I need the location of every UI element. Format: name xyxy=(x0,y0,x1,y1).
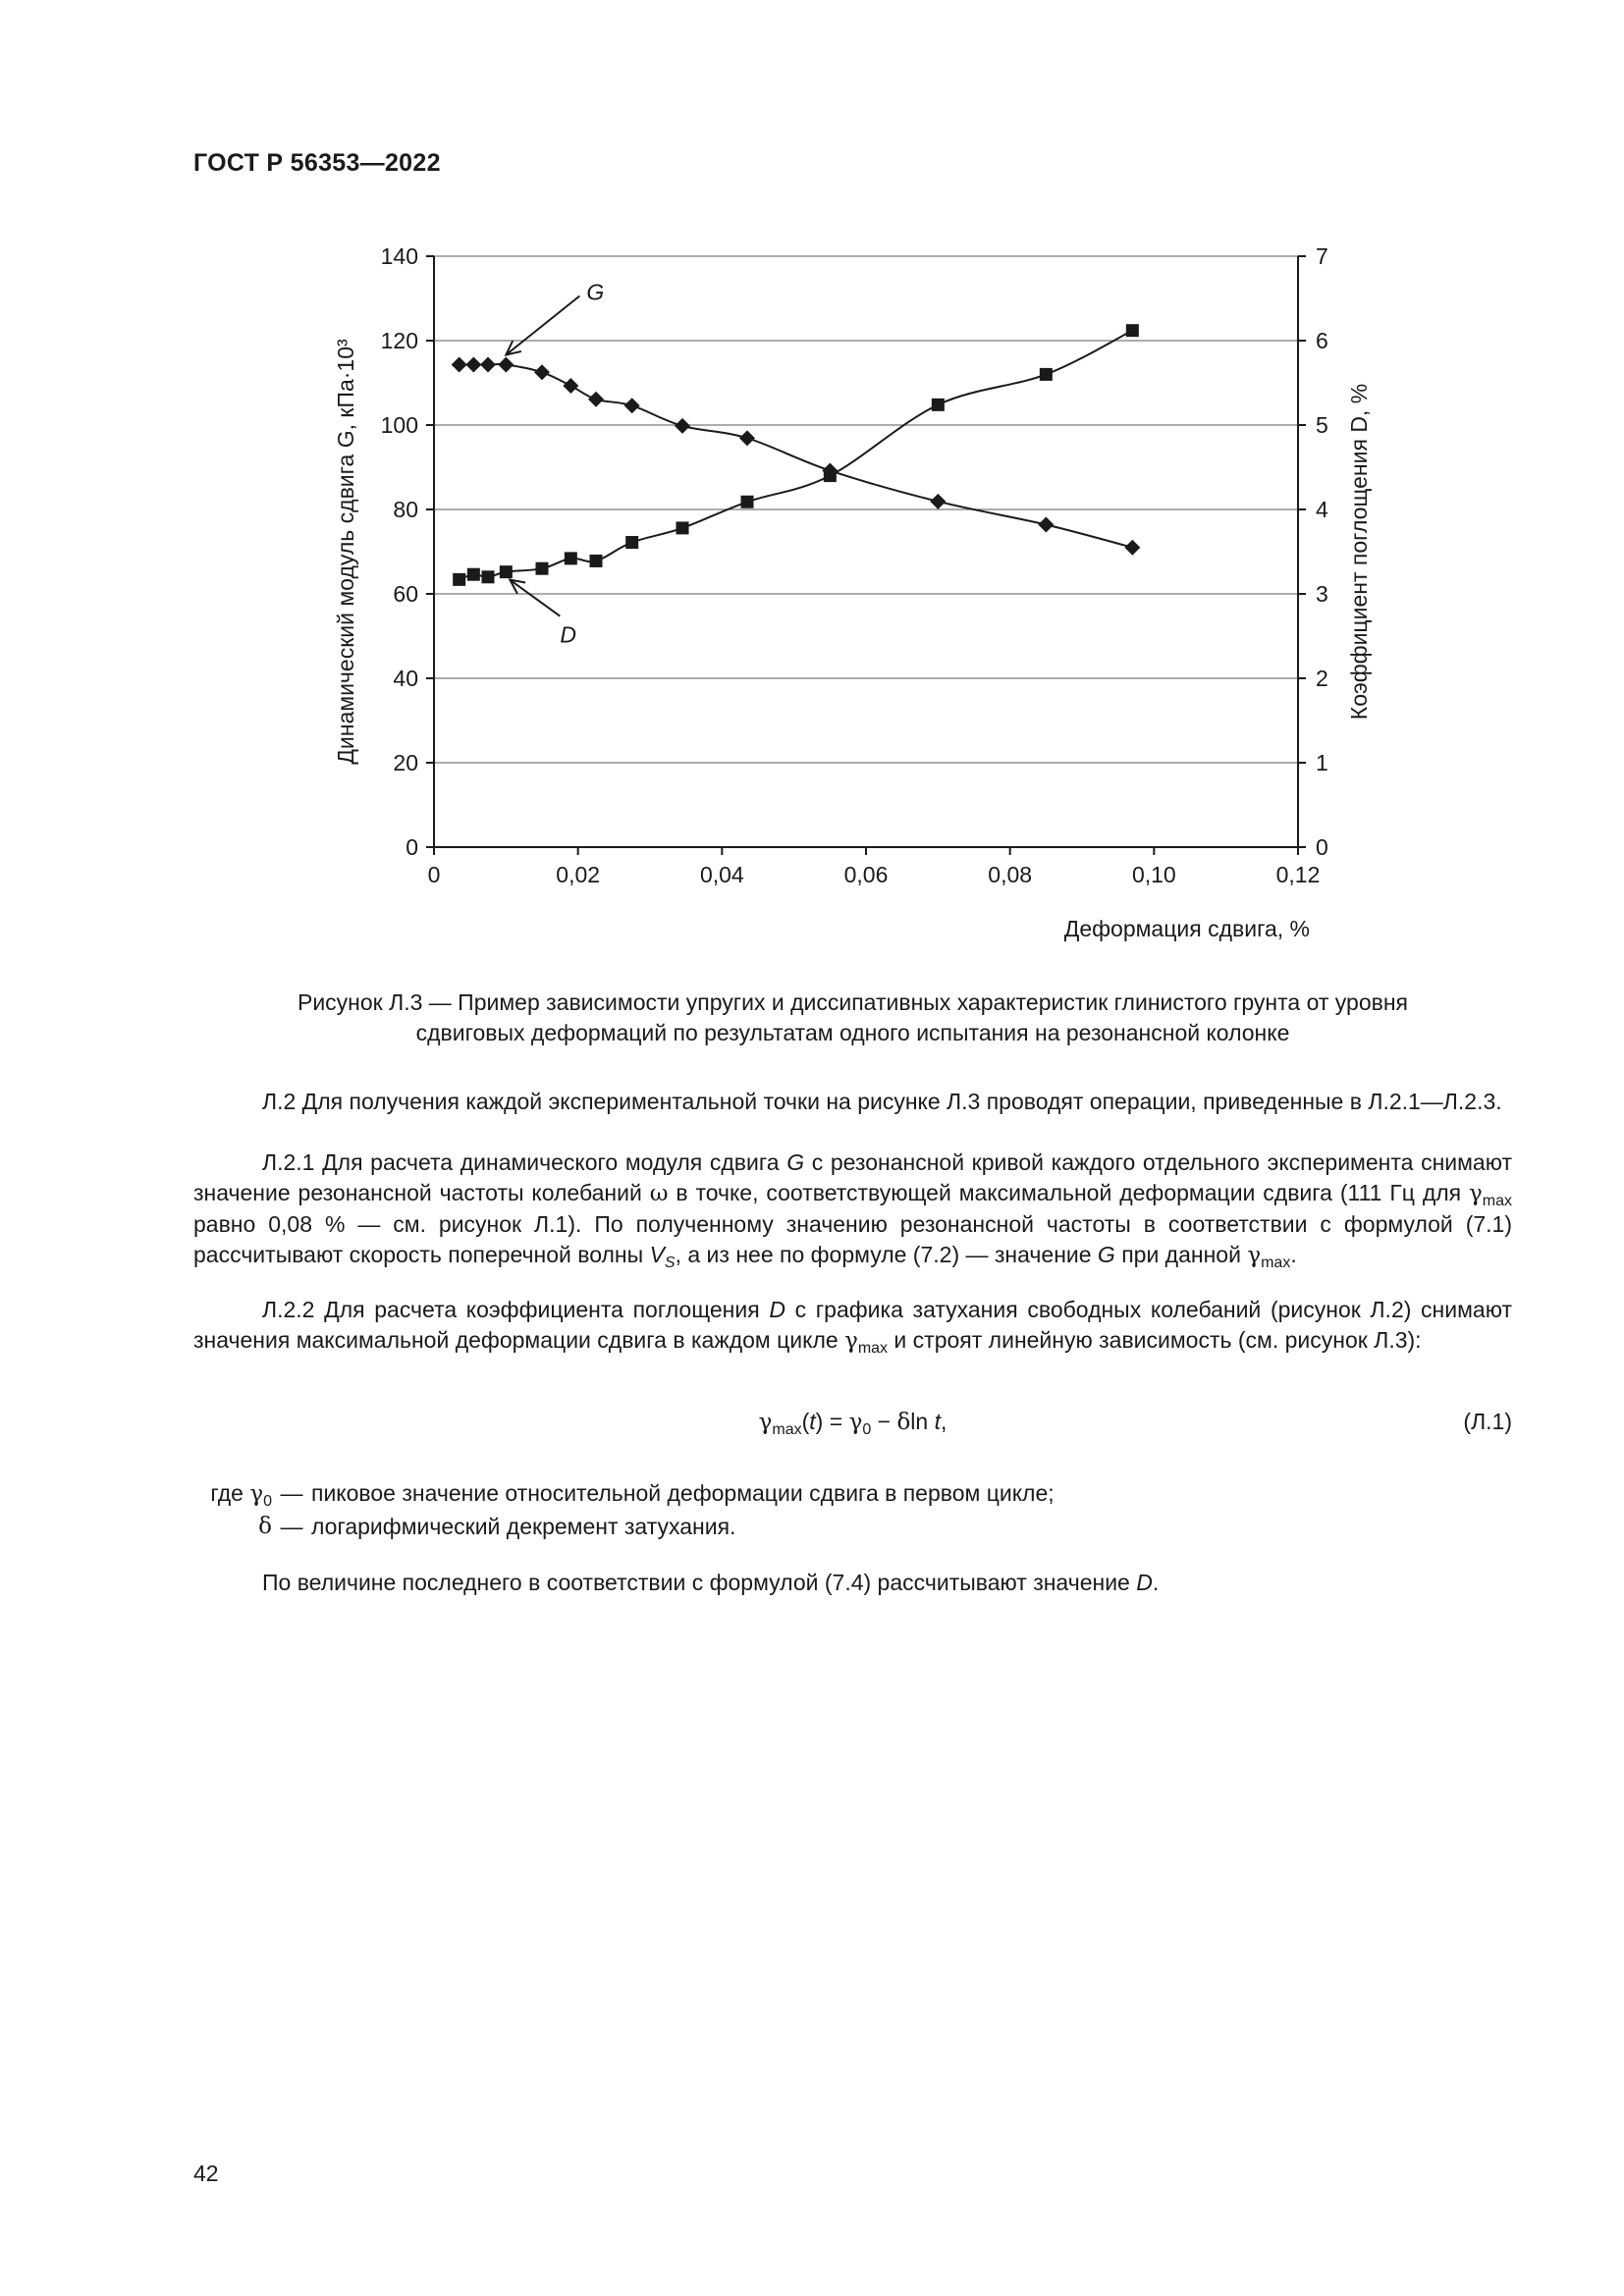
document-header: ГОСТ Р 56353—2022 xyxy=(193,149,441,177)
data-point-G xyxy=(1124,540,1140,556)
text-run: и строят линейную зависимость (см. рисунок Л.3): xyxy=(888,1327,1422,1353)
data-point-D xyxy=(1126,324,1139,337)
paragraph-l2-1 xyxy=(193,1148,1512,1271)
data-point-D xyxy=(500,565,513,578)
x-tick-label: 0,10 xyxy=(1131,862,1176,887)
annotation-label-G: G xyxy=(586,279,605,305)
data-point-D xyxy=(467,568,480,581)
where-word: где xyxy=(210,1480,244,1506)
formula-minus: − xyxy=(871,1409,897,1434)
data-point-D xyxy=(565,552,577,564)
symbol-D: D xyxy=(769,1297,785,1322)
y-right-tick-label: 7 xyxy=(1316,243,1328,269)
y-right-tick-label: 2 xyxy=(1316,666,1328,691)
y-right-tick-label: 1 xyxy=(1316,750,1328,775)
data-point-G xyxy=(624,398,640,413)
text-run: По величине последнего в соответствии с формулой (7.4) рассчитывают значение xyxy=(262,1570,1137,1595)
data-point-D xyxy=(1040,368,1053,381)
series-line-G xyxy=(460,364,1133,548)
subscript-max: max xyxy=(1482,1193,1513,1209)
y-left-tick-label: 0 xyxy=(406,834,418,860)
data-point-D xyxy=(590,555,603,567)
data-point-G xyxy=(465,357,481,373)
x-tick-label: 0,12 xyxy=(1275,862,1321,887)
x-tick-label: 0 xyxy=(427,862,441,887)
text-run: с графика затухания свободных колебаний (рисунок Л.2) снимают значения максимальной деформации сдвига в каждом цикле xyxy=(193,1297,1512,1353)
series-D xyxy=(453,324,1139,586)
paragraph-text xyxy=(193,1295,1512,1357)
data-point-D xyxy=(824,469,837,482)
subscript-max: max xyxy=(857,1340,889,1357)
data-point-G xyxy=(930,494,946,509)
y-left-axis-label: Динамический модуль сдвига G, кПа·10³ xyxy=(333,339,358,765)
subscript-0: 0 xyxy=(862,1421,872,1438)
y-right-tick-label: 6 xyxy=(1316,328,1328,353)
symbol-V: V xyxy=(649,1242,665,1267)
y-right-axis-label: Коэффициент поглощения D, % xyxy=(1346,383,1372,721)
symbol-delta: δ xyxy=(258,1514,272,1539)
paragraph-l2-2 xyxy=(193,1295,1512,1357)
chart-figure xyxy=(314,231,1372,957)
x-axis-label: Деформация сдвига, % xyxy=(1063,916,1310,941)
data-point-D xyxy=(482,570,495,583)
final-paragraph xyxy=(262,1568,1159,1598)
figure-caption xyxy=(193,988,1512,1048)
symbol-gamma: γ xyxy=(848,1410,863,1435)
symbol-gamma: γ xyxy=(1469,1181,1483,1206)
x-tick-label: 0,04 xyxy=(699,862,744,887)
symbol-gamma: γ xyxy=(844,1328,858,1354)
y-right-tick-label: 5 xyxy=(1316,412,1328,438)
paragraph-text xyxy=(193,1148,1512,1271)
where-block xyxy=(193,1477,1055,1543)
data-point-D xyxy=(453,573,465,586)
data-point-G xyxy=(498,357,514,373)
where-desc: логарифмический декремент затухания. xyxy=(311,1514,736,1539)
symbol-G: G xyxy=(786,1149,805,1175)
symbol-G: G xyxy=(1097,1242,1115,1267)
x-tick-label: 0,02 xyxy=(556,862,601,887)
data-point-G xyxy=(534,364,550,380)
grid-lines xyxy=(434,256,1298,763)
text-run: с резонансной кривой каждого отдельного эксперимента снимают значение резонансной частоты колебаний xyxy=(193,1149,1512,1205)
x-tick-label: 0,08 xyxy=(988,862,1033,887)
where-dash: — xyxy=(280,1514,303,1539)
symbol-gamma: γ xyxy=(1247,1243,1262,1268)
y-left-tick-label: 80 xyxy=(393,497,418,522)
symbol-t: t xyxy=(934,1409,941,1434)
subscript-max: max xyxy=(772,1421,802,1438)
data-point-G xyxy=(1038,516,1054,532)
formula-expression xyxy=(193,1407,1512,1438)
y-right-tick-label: 4 xyxy=(1316,497,1328,522)
formula-paren: ) xyxy=(815,1409,824,1434)
text-run: , а из нее по формуле (7.2) — значение xyxy=(675,1242,1098,1267)
data-point-D xyxy=(536,562,549,575)
y-right-tick-label: 0 xyxy=(1316,834,1328,860)
annotation-label-D: D xyxy=(560,621,576,648)
where-lead xyxy=(193,1477,272,1511)
annotation-arrow-D xyxy=(510,580,560,616)
data-point-G xyxy=(588,392,604,407)
y-left-tick-label: 120 xyxy=(380,328,418,353)
caption-line-2: сдвиговых деформаций по результатам одного испытания на резонансной колонке xyxy=(415,1020,1290,1045)
data-point-G xyxy=(563,378,578,394)
series-line-D xyxy=(460,331,1133,580)
formula-comma: , xyxy=(940,1409,947,1434)
subscript-S: S xyxy=(664,1255,676,1271)
text-run: Л.2.1 Для расчета динамического модуля сдвига xyxy=(262,1149,787,1175)
paragraph-text: Л.2 Для получения каждой экспериментальной точки на рисунке Л.3 проводят операции, приведенные в Л.2.1—Л.2.3. xyxy=(262,1089,1502,1114)
y-left-tick-label: 60 xyxy=(393,581,418,607)
formula-ln: ln xyxy=(910,1409,935,1434)
symbol-D: D xyxy=(1136,1570,1153,1595)
data-point-G xyxy=(452,357,467,373)
page-number: 42 xyxy=(193,2161,219,2186)
caption-line-1: Рисунок Л.3 — Пример зависимости упругих и диссипативных характеристик глинистого грунта от уровня xyxy=(297,989,1408,1015)
subscript-0: 0 xyxy=(263,1493,272,1510)
where-row-delta xyxy=(193,1511,1055,1543)
data-point-D xyxy=(677,521,689,534)
text-run: при данной xyxy=(1114,1242,1248,1267)
symbol-t: t xyxy=(809,1409,816,1434)
annotation-arrow-G xyxy=(506,296,579,355)
data-point-D xyxy=(741,496,754,508)
symbol-omega: ω xyxy=(649,1181,669,1206)
text-run: в точке, соответствующей максимальной деформации сдвига (111 Гц для xyxy=(668,1180,1470,1205)
formula-equals: = xyxy=(823,1409,849,1434)
subscript-max: max xyxy=(1261,1255,1291,1271)
y-left-tick-label: 40 xyxy=(393,666,418,691)
where-row-gamma0 xyxy=(193,1477,1055,1511)
where-desc: пиковое значение относительной деформации сдвига в первом цикле; xyxy=(311,1480,1055,1506)
formula-number: (Л.1) xyxy=(1463,1409,1512,1434)
text-run: Л.2.2 Для расчета коэффициента поглощения xyxy=(262,1297,770,1322)
series xyxy=(452,324,1141,586)
y-left-tick-label: 20 xyxy=(393,750,418,775)
series-G xyxy=(452,357,1141,556)
x-tick-label: 0,06 xyxy=(843,862,889,887)
axes xyxy=(426,256,1306,855)
where-dash: — xyxy=(280,1480,303,1506)
formula-paren: ( xyxy=(801,1409,810,1434)
data-point-G xyxy=(480,357,496,373)
data-point-G xyxy=(739,430,755,446)
annotations xyxy=(506,280,604,648)
y-left-tick-label: 140 xyxy=(380,243,418,269)
text-run: . xyxy=(1152,1570,1160,1595)
symbol-gamma: γ xyxy=(758,1410,773,1435)
symbol-gamma: γ xyxy=(249,1481,264,1507)
text-run: равно 0,08 % — см. рисунок Л.1). По полученному значению резонансной частоты в соответствии с формулой (7.1) рассчитывают скорость поперечной волны xyxy=(193,1211,1512,1267)
data-point-G xyxy=(675,418,690,434)
text-run: . xyxy=(1290,1242,1297,1267)
paragraph-l2 xyxy=(193,1087,1512,1117)
data-point-D xyxy=(932,399,945,411)
y-right-tick-label: 3 xyxy=(1316,581,1328,607)
symbol-delta: δ xyxy=(896,1410,911,1435)
data-point-D xyxy=(625,536,638,549)
y-left-tick-label: 100 xyxy=(380,412,418,438)
